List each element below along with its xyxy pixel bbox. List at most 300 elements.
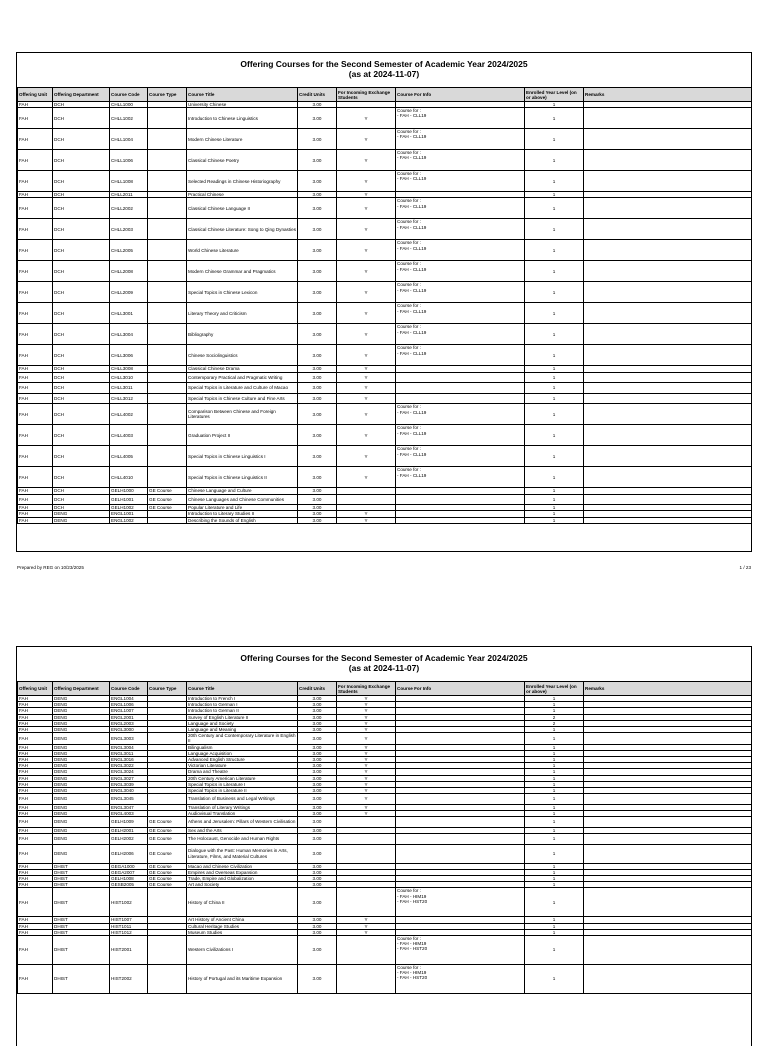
cell-remarks (584, 517, 752, 523)
cell-credit-units: 3.00 (298, 882, 337, 888)
cell-offering-department: DCH (53, 108, 110, 129)
cell-course-for-info (396, 844, 525, 863)
cell-year-level: 1 (525, 488, 584, 494)
cell-credit-units: 3.00 (298, 467, 337, 488)
cell-year-level: 1 (525, 863, 584, 869)
cell-year-level: 1 (525, 708, 584, 714)
cell-credit-units: 3.00 (298, 446, 337, 467)
cell-exchange: Y (337, 366, 396, 372)
cell-course-title: Chinese Languages and Chinese Communities (187, 494, 298, 505)
cell-remarks (584, 834, 752, 845)
cell-credit-units: 3.00 (298, 936, 337, 965)
cell-offering-department: DENG (53, 702, 110, 708)
cell-offering-unit: FAH (18, 917, 53, 923)
cell-exchange (337, 888, 396, 917)
cell-credit-units: 3.00 (298, 696, 337, 702)
cell-course-for-info (396, 383, 525, 394)
cell-offering-department: DCH (53, 494, 110, 505)
cell-course-for-info: Course for : - FAH - CLL19 (396, 150, 525, 171)
cell-year-level: 1 (525, 876, 584, 882)
cell-exchange (337, 817, 396, 828)
column-header-course-title: Course Title (187, 682, 298, 696)
cell-credit-units: 3.00 (298, 727, 337, 733)
cell-credit-units: 3.00 (298, 714, 337, 720)
cell-remarks (584, 404, 752, 425)
cell-offering-department: DHIST (53, 923, 110, 929)
cell-course-type (148, 219, 187, 240)
cell-course-title: Audiovisual Translation (187, 811, 298, 817)
table-row (18, 261, 752, 282)
cell-offering-department: DHIST (53, 876, 110, 882)
cell-exchange: Y (337, 750, 396, 756)
cell-course-type (148, 733, 187, 744)
cell-offering-unit: FAH (18, 936, 53, 965)
cell-offering-department: DENG (53, 811, 110, 817)
cell-exchange: Y (337, 171, 396, 192)
cell-offering-department: DCH (53, 372, 110, 383)
cell-course-code: CHLL3006 (110, 345, 148, 366)
cell-exchange: Y (337, 150, 396, 171)
column-header-offering-department: Offering Department (53, 682, 110, 696)
cell-year-level: 1 (525, 505, 584, 511)
cell-course-title: Cultural Heritage Studies (187, 923, 298, 929)
cell-year-level: 1 (525, 102, 584, 108)
cell-year-level: 1 (525, 965, 584, 994)
cell-course-code: GELH1008 (110, 876, 148, 882)
cell-course-type: GE Course (148, 817, 187, 828)
cell-credit-units: 3.00 (298, 781, 337, 787)
cell-exchange (337, 834, 396, 845)
cell-course-code: CHLL3001 (110, 303, 148, 324)
cell-exchange: Y (337, 129, 396, 150)
cell-course-for-info: Course for : - FAH - CLL19 (396, 261, 525, 282)
cell-exchange: Y (337, 219, 396, 240)
cell-course-code: ENGL3039 (110, 781, 148, 787)
cell-exchange: Y (337, 714, 396, 720)
table-row (18, 794, 752, 805)
cell-offering-unit: FAH (18, 467, 53, 488)
cell-offering-department: DHIST (53, 869, 110, 875)
column-header-offering-unit: Offering Unit (18, 88, 53, 102)
cell-offering-unit: FAH (18, 219, 53, 240)
column-header-course-code: Course Code (110, 682, 148, 696)
cell-course-title: Selected Readings in Chinese Historiography (187, 171, 298, 192)
cell-year-level: 1 (525, 494, 584, 505)
cell-offering-department: DENG (53, 757, 110, 763)
cell-course-for-info: Course for : - FAH - CLL19 (396, 282, 525, 303)
cell-course-title: Introduction to German II (187, 708, 298, 714)
cell-course-title: 20th Century and Contemporary Literature in English II (188, 733, 296, 744)
cell-remarks (584, 965, 752, 994)
cell-year-level: 1 (525, 425, 584, 446)
cell-course-type: GE Course (148, 827, 187, 833)
cell-course-type: GE Course (148, 505, 187, 511)
cell-course-code: GELH1002 (110, 505, 148, 511)
table-row (18, 517, 752, 523)
cell-year-level: 1 (525, 763, 584, 769)
column-header-course-type: Course Type (148, 682, 187, 696)
cell-course-title: Special Topics in Literature I (187, 781, 298, 787)
cell-credit-units: 3.00 (298, 505, 337, 511)
cell-year-level: 1 (525, 917, 584, 923)
cell-course-title: Special Topics in Literature and Culture of Macao (187, 383, 298, 394)
cell-year-level: 1 (525, 517, 584, 523)
table-row (18, 965, 752, 994)
cell-course-code: CHLL4005 (110, 446, 148, 467)
cell-year-level: 1 (525, 936, 584, 965)
cell-offering-unit: FAH (18, 929, 53, 935)
cell-course-code: ENGL3022 (110, 763, 148, 769)
cell-course-for-info: Course for : - FAH - CLL19 (396, 219, 525, 240)
cell-offering-unit: FAH (18, 702, 53, 708)
cell-credit-units: 3.00 (298, 844, 337, 863)
cell-offering-department: DCH (53, 383, 110, 394)
cell-credit-units: 3.00 (298, 192, 337, 198)
cell-offering-department: DENG (53, 763, 110, 769)
cell-remarks (584, 198, 752, 219)
cell-offering-unit: FAH (18, 811, 53, 817)
cell-exchange: Y (337, 923, 396, 929)
cell-course-for-info: Course for : - FAH - CLL19 (396, 324, 525, 345)
table-row (18, 108, 752, 129)
table-row (18, 198, 752, 219)
cell-course-title: Classical Chinese Language II (187, 198, 298, 219)
table-row (18, 844, 752, 863)
cell-year-level: 1 (525, 261, 584, 282)
cell-credit-units: 3.00 (298, 366, 337, 372)
cell-exchange: Y (337, 763, 396, 769)
cell-offering-unit: FAH (18, 345, 53, 366)
cell-course-code: CHLL2003 (110, 219, 148, 240)
cell-course-type (148, 794, 187, 805)
cell-course-code: ENGL2001 (110, 714, 148, 720)
cell-offering-unit: FAH (18, 923, 53, 929)
column-header-course-for-info: Course For Info (396, 682, 525, 696)
cell-course-title: The Holocaust, Genocide and Human Rights (187, 834, 298, 845)
cell-course-code: ENGL3045 (110, 794, 148, 805)
cell-course-title: Translation of Literary Writings (187, 804, 298, 810)
cell-offering-department: DCH (53, 240, 110, 261)
table-row (18, 393, 752, 404)
cell-course-for-info: Course for : - FAH - CLL19 (396, 171, 525, 192)
cell-credit-units: 3.00 (298, 261, 337, 282)
cell-year-level: 1 (525, 303, 584, 324)
cell-course-title: Chinese Sociolinguistics (187, 345, 298, 366)
cell-remarks (584, 150, 752, 171)
cell-offering-unit: FAH (18, 511, 53, 517)
cell-offering-unit: FAH (18, 844, 53, 863)
table-row (18, 383, 752, 394)
cell-year-level: 1 (525, 834, 584, 845)
cell-year-level: 1 (525, 827, 584, 833)
cell-year-level: 1 (525, 219, 584, 240)
cell-year-level: 1 (525, 108, 584, 129)
cell-course-code: HIST1012 (110, 929, 148, 935)
cell-credit-units: 3.00 (298, 788, 337, 794)
cell-exchange: Y (337, 372, 396, 383)
cell-credit-units: 3.00 (298, 794, 337, 805)
cell-course-for-info: Course for : - FAH - CLL19 (396, 240, 525, 261)
cell-course-type: GE Course (148, 876, 187, 882)
cell-offering-unit: FAH (18, 869, 53, 875)
cell-course-title: History of Portugal and its Maritime Expansion (187, 965, 298, 994)
cell-credit-units: 3.00 (298, 240, 337, 261)
column-header-course-code: Course Code (110, 88, 148, 102)
cell-course-code: ENGL3003 (110, 733, 148, 744)
cell-credit-units: 3.00 (298, 404, 337, 425)
cell-offering-department: DCH (53, 366, 110, 372)
cell-offering-department: DENG (53, 733, 110, 744)
table-row (18, 446, 752, 467)
cell-remarks (584, 171, 752, 192)
cell-offering-department: DENG (53, 817, 110, 828)
cell-course-code: GELH1000 (110, 488, 148, 494)
title-line-1-p2: Offering Courses for the Second Semester of Academic Year 2024/2025 (240, 653, 528, 663)
cell-offering-department: DENG (53, 781, 110, 787)
title-line-2: (as at 2024-11-07) (348, 69, 420, 79)
cell-exchange: Y (337, 720, 396, 726)
cell-course-for-info: Course for : - FAH - CLL19 (396, 404, 525, 425)
sheet-title (17, 53, 751, 87)
cell-offering-department: DCH (53, 345, 110, 366)
cell-course-code: ENGL1006 (110, 702, 148, 708)
cell-remarks (584, 240, 752, 261)
cell-offering-unit: FAH (18, 757, 53, 763)
column-header-credit-units: Credit Units (298, 88, 337, 102)
cell-course-for-info (396, 794, 525, 805)
cell-course-code: GEGA1000 (110, 863, 148, 869)
cell-offering-department: DENG (53, 720, 110, 726)
cell-exchange: Y (337, 404, 396, 425)
cell-credit-units: 3.00 (298, 733, 337, 744)
cell-course-code: ENGL2003 (110, 720, 148, 726)
cell-credit-units: 3.00 (298, 744, 337, 750)
cell-year-level: 1 (525, 393, 584, 404)
cell-course-type (148, 372, 187, 383)
cell-course-code: ENGL3027 (110, 775, 148, 781)
cell-course-for-info: Course for : - FAH - CLL19 (396, 303, 525, 324)
cell-offering-unit: FAH (18, 775, 53, 781)
cell-year-level: 1 (525, 811, 584, 817)
table-row (18, 834, 752, 845)
cell-offering-unit: FAH (18, 192, 53, 198)
column-header-offering-department: Offering Department (53, 88, 110, 102)
cell-course-code: CHLL1008 (110, 171, 148, 192)
cell-offering-unit: FAH (18, 804, 53, 810)
cell-offering-department: DENG (53, 727, 110, 733)
cell-year-level: 1 (525, 769, 584, 775)
cell-offering-department: DHIST (53, 965, 110, 994)
cell-offering-unit: FAH (18, 827, 53, 833)
cell-course-code: ENGL1001 (110, 511, 148, 517)
cell-offering-unit: FAH (18, 261, 53, 282)
cell-exchange: Y (337, 917, 396, 923)
cell-remarks (584, 467, 752, 488)
footer-page-number: 1 / 23 (739, 565, 751, 570)
cell-course-type (148, 425, 187, 446)
cell-course-title: Classical Chinese Poetry (187, 150, 298, 171)
cell-offering-department: DCH (53, 219, 110, 240)
cell-remarks (584, 794, 752, 805)
cell-year-level: 1 (525, 744, 584, 750)
cell-offering-unit: FAH (18, 517, 53, 523)
table-row (18, 494, 752, 505)
cell-course-for-info: Course for : - FAH - CLL19 (396, 345, 525, 366)
cell-year-level: 2 (525, 714, 584, 720)
cell-course-type: GE Course (148, 869, 187, 875)
cell-course-for-info (396, 834, 525, 845)
cell-exchange: Y (337, 733, 396, 744)
cell-course-title: Chinese Language and Culture (187, 488, 298, 494)
cell-course-for-info: Course for : - FAH - HIM19 - FAH - HST20 (396, 936, 525, 965)
cell-course-title: Art History of Ancient China (187, 917, 298, 923)
cell-course-code: CHLL2011 (110, 192, 148, 198)
cell-exchange: Y (337, 261, 396, 282)
cell-course-code: GESB2005 (110, 882, 148, 888)
table-header (18, 88, 752, 102)
cell-exchange: Y (337, 781, 396, 787)
cell-offering-unit: FAH (18, 488, 53, 494)
cell-credit-units: 3.00 (298, 324, 337, 345)
cell-offering-unit: FAH (18, 888, 53, 917)
cell-remarks (584, 282, 752, 303)
cell-offering-department: DCH (53, 102, 110, 108)
cell-offering-unit: FAH (18, 769, 53, 775)
cell-offering-department: DCH (53, 150, 110, 171)
cell-course-code: CHLL2009 (110, 282, 148, 303)
cell-offering-unit: FAH (18, 708, 53, 714)
table-row (18, 219, 752, 240)
cell-course-type (148, 324, 187, 345)
cell-course-for-info: Course for : - FAH - CLL19 (396, 467, 525, 488)
cell-course-code: GELH2001 (110, 827, 148, 833)
cell-year-level: 1 (525, 923, 584, 929)
cell-course-type (148, 383, 187, 394)
cell-course-for-info: Course for : - FAH - CLL19 (396, 198, 525, 219)
sheet-1 (16, 52, 752, 552)
cell-credit-units: 3.00 (298, 827, 337, 833)
cell-course-code: HIST1007 (110, 917, 148, 923)
cell-credit-units: 3.00 (298, 750, 337, 756)
cell-year-level: 1 (525, 844, 584, 863)
cell-offering-unit: FAH (18, 834, 53, 845)
cell-offering-department: DHIST (53, 917, 110, 923)
cell-credit-units: 3.00 (298, 129, 337, 150)
cell-credit-units: 3.00 (298, 198, 337, 219)
table-row (18, 345, 752, 366)
cell-offering-department: DCH (53, 404, 110, 425)
cell-course-type (148, 150, 187, 171)
cell-year-level: 1 (525, 750, 584, 756)
cell-course-type (148, 345, 187, 366)
cell-course-title: Modern Chinese Grammar and Pragmatics (187, 261, 298, 282)
table-row (18, 936, 752, 965)
cell-remarks (584, 129, 752, 150)
cell-course-type (148, 282, 187, 303)
cell-offering-unit: FAH (18, 494, 53, 505)
cell-course-code: HIST2002 (110, 965, 148, 994)
cell-course-for-info: Course for : - FAH - HIM19 - FAH - HST20 (396, 965, 525, 994)
cell-offering-unit: FAH (18, 171, 53, 192)
cell-credit-units: 3.00 (298, 720, 337, 726)
cell-credit-units: 3.00 (298, 869, 337, 875)
cell-year-level: 1 (525, 788, 584, 794)
cell-year-level: 1 (525, 794, 584, 805)
cell-exchange: Y (337, 303, 396, 324)
cell-offering-department: DCH (53, 324, 110, 345)
cell-credit-units: 3.00 (298, 929, 337, 935)
cell-exchange (337, 844, 396, 863)
cell-offering-unit: FAH (18, 198, 53, 219)
cell-year-level: 1 (525, 929, 584, 935)
cell-offering-department: DCH (53, 393, 110, 404)
cell-course-code: ENGL3011 (110, 750, 148, 756)
table-row (18, 888, 752, 917)
cell-exchange: Y (337, 192, 396, 198)
cell-course-for-info: Course for : - FAH - CLL19 (396, 425, 525, 446)
cell-credit-units: 3.00 (298, 965, 337, 994)
course-table-2 (17, 681, 752, 994)
cell-course-type (148, 404, 187, 425)
cell-offering-department: DCH (53, 467, 110, 488)
cell-course-title: Classical Chinese Drama (187, 366, 298, 372)
cell-course-code: CHLL1000 (110, 102, 148, 108)
cell-course-type (148, 446, 187, 467)
cell-offering-unit: FAH (18, 324, 53, 345)
cell-offering-unit: FAH (18, 696, 53, 702)
table-header-2 (18, 682, 752, 696)
cell-course-for-info (396, 494, 525, 505)
table-row (18, 425, 752, 446)
cell-course-title: Literary Theory and Criticism (187, 303, 298, 324)
cell-offering-unit: FAH (18, 781, 53, 787)
cell-course-type (148, 171, 187, 192)
cell-remarks (584, 383, 752, 394)
cell-year-level: 1 (525, 282, 584, 303)
cell-credit-units: 3.00 (298, 282, 337, 303)
cell-exchange: Y (337, 757, 396, 763)
cell-course-for-info: Course for : - FAH - CLL19 (396, 108, 525, 129)
cell-course-code: ENGL3047 (110, 804, 148, 810)
cell-credit-units: 3.00 (298, 834, 337, 845)
course-table-1 (17, 87, 752, 524)
cell-credit-units: 3.00 (298, 804, 337, 810)
cell-course-for-info (396, 517, 525, 523)
cell-course-title: Language and Society (187, 720, 298, 726)
table-row (18, 324, 752, 345)
cell-year-level: 1 (525, 345, 584, 366)
cell-remarks (584, 324, 752, 345)
cell-offering-unit: FAH (18, 150, 53, 171)
cell-course-code: ENGL1004 (110, 696, 148, 702)
cell-exchange: Y (337, 517, 396, 523)
cell-offering-unit: FAH (18, 744, 53, 750)
cell-year-level: 1 (525, 372, 584, 383)
cell-course-title: Contemporary Practical and Pragmatic Writing (187, 372, 298, 383)
cell-year-level: 1 (525, 171, 584, 192)
cell-course-code: CHLL3010 (110, 372, 148, 383)
cell-offering-unit: FAH (18, 750, 53, 756)
cell-exchange: Y (337, 708, 396, 714)
cell-credit-units: 3.00 (298, 488, 337, 494)
table-row (18, 404, 752, 425)
cell-course-code: CHLL2005 (110, 240, 148, 261)
cell-offering-unit: FAH (18, 108, 53, 129)
cell-course-title: Museum Studies (187, 929, 298, 935)
cell-course-type: GE Course (148, 863, 187, 869)
cell-offering-department: DCH (53, 261, 110, 282)
cell-credit-units: 3.00 (298, 811, 337, 817)
